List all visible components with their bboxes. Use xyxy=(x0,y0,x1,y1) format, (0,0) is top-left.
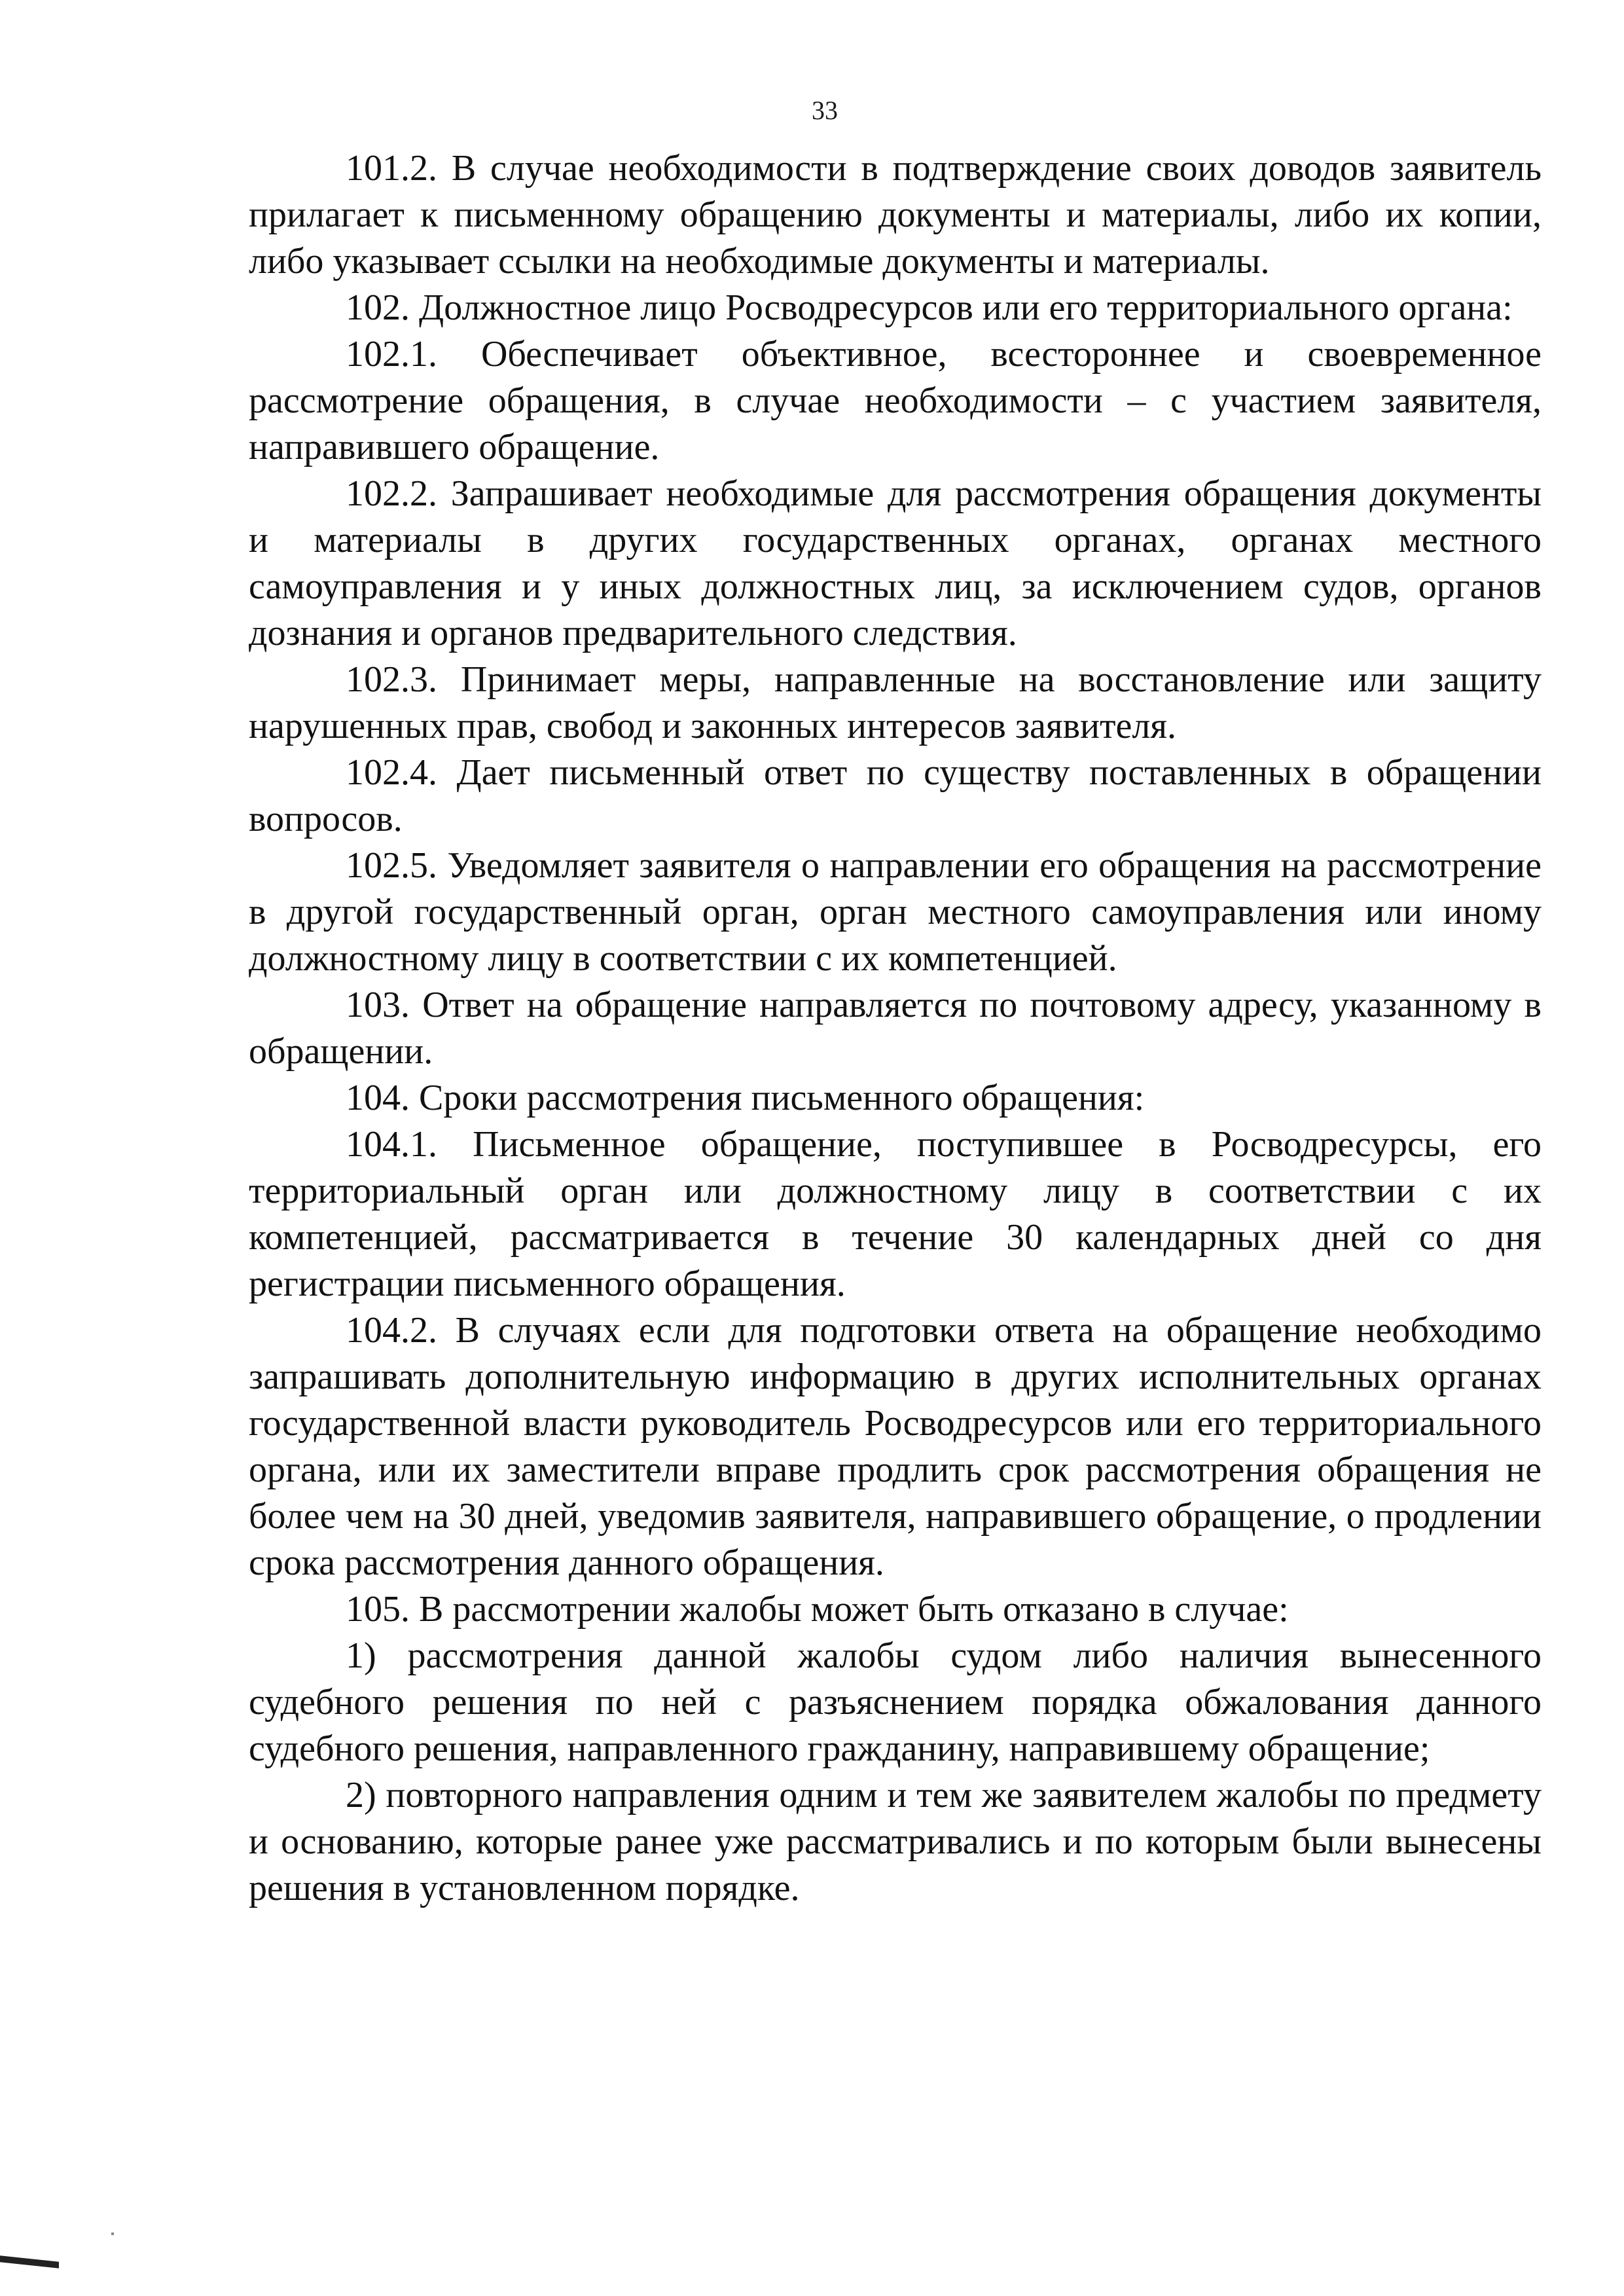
paragraph-102-2: 102.2. Запрашивает необходимые для рассмотрения обращения документы и материалы в других государственных органах, органах местного самоуправления и у иных должностных лиц, за исключением судов, органов дознания и органов предварительного следствия. xyxy=(249,473,1542,653)
paragraph-102: 102. Должностное лицо Росводресурсов или его территориального органа: xyxy=(346,287,1513,328)
paragraph-104: 104. Сроки рассмотрения письменного обращения: xyxy=(346,1078,1145,1118)
paragraph-104-1: 104.1. Письменное обращение, поступившее в Росводресурсы, его территориальный орган или должностному лицу в соответствии с их компетенцией, рассматривается в течение 30 календарных дней со дня регистрации письменного обращения. xyxy=(249,1124,1542,1304)
paragraph-102-5: 102.5. Уведомляет заявителя о направлении его обращения на рассмотрение в другой государственный орган, орган местного самоуправления или иному должностному лицу в соответствии с их компетенцией. xyxy=(249,845,1542,979)
paragraph-102-1: 102.1. Обеспечивает объективное, всестороннее и своевременное рассмотрение обращения, в случае необходимости – с участием заявителя, направившего обращение. xyxy=(249,334,1542,467)
document-body xyxy=(249,145,1542,1912)
paragraph-105: 105. В рассмотрении жалобы может быть отказано в случае: xyxy=(346,1589,1289,1630)
scan-artifact-dot xyxy=(111,2232,114,2235)
paragraph-102-4: 102.4. Дает письменный ответ по существу поставленных в обращении вопросов. xyxy=(249,752,1542,839)
paragraph-104-2: 104.2. В случаях если для подготовки ответа на обращение необходимо запрашивать дополнительную информацию в других исполнительных органах государственной власти руководитель Росводресурсов или его территориального органа, или их заместители вправе продлить срок рассмотрения обращения не более чем на 30 дней, уведомив заявителя, направившего обращение, о продлении срока рассмотрения данного обращения. xyxy=(249,1310,1542,1583)
paragraph-105-item-1: 1) рассмотрения данной жалобы судом либо наличия вынесенного судебного решения по ней с разъяснением порядка обжалования данного судебного решения, направленного гражданину, направившему обращение; xyxy=(249,1635,1542,1769)
page-number: 33 xyxy=(812,96,838,125)
paragraph-103: 103. Ответ на обращение направляется по почтовому адресу, указанному в обращении. xyxy=(249,985,1542,1072)
paragraph-102-3: 102.3. Принимает меры, направленные на восстановление или защиту нарушенных прав, свобод и законных интересов заявителя. xyxy=(249,659,1542,746)
paragraph-105-item-2: 2) повторного направления одним и тем же заявителем жалобы по предмету и основанию, которые ранее уже рассматривались и по которым были вынесены решения в установленном порядке. xyxy=(249,1775,1542,1908)
scan-artifact-edge xyxy=(0,2255,59,2268)
paragraph-101-2: 101.2. В случае необходимости в подтверждение своих доводов заявитель прилагает к письменному обращению документы и материалы, либо их копии, либо указывает ссылки на необходимые документы и материалы. xyxy=(249,148,1542,282)
